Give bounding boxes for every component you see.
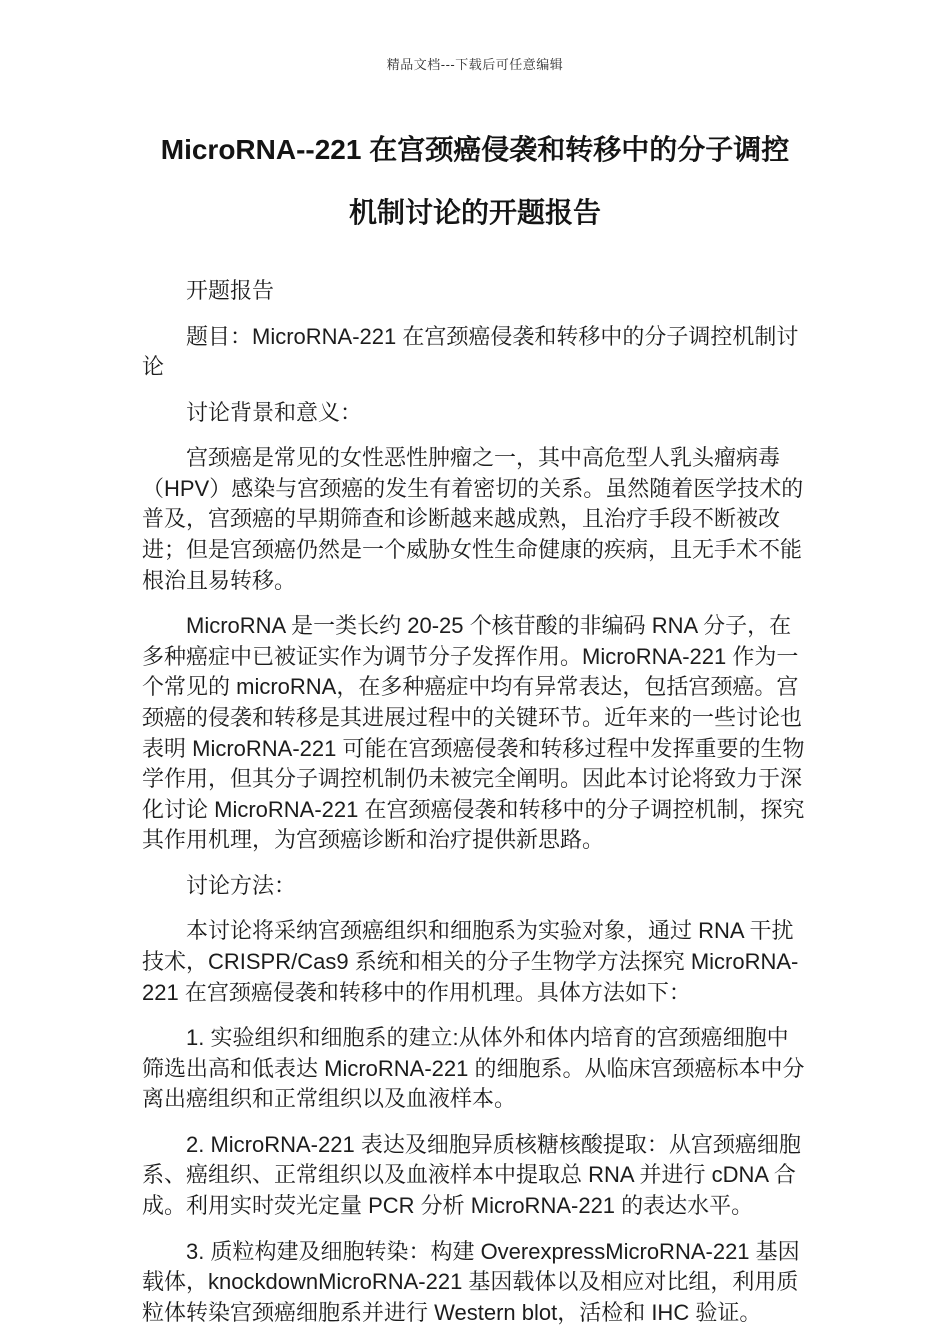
paragraph-report-label: 开题报告 <box>186 278 275 303</box>
paragraph-method-3: 3. 质粒构建及细胞转染：构建 OverexpressMicroRNA-221 基因载体，knockdownMicroRNA-221 基因载体以及相应对比组，利用质粒体转染宫颈癌细胞系并进行 Western blot，活检和 IHC 验证。 <box>142 1238 800 1325</box>
paragraph-method-1: 1. 实验组织和细胞系的建立:从体外和体内培育的宫颈癌细胞中筛选出高和低表达 MicroRNA-221 的细胞系。从临床宫颈癌标本中分离出癌组织和正常组织以及血液样本。 <box>142 1025 805 1112</box>
document-title-line-1: MicroRNA--221 在宫颈癌侵袭和转移中的分子调控 <box>160 134 790 165</box>
paragraph-background-heading: 讨论背景和意义： <box>186 399 363 425</box>
document-body <box>142 276 808 1328</box>
paragraph-background-2: MicroRNA 是一类长约 20-25 个核苷酸的非编码 RNA 分子，在多种癌症中已被证实作为调节分子发挥作用。MicroRNA-221 作为一个常见的 microRNA，在多种癌症中均有异常表达，包括宫颈癌。宫颈癌的侵袭和转移是其进展过程中的关键环节。近年来的一些讨论也表明 MicroRNA-221 可能在宫颈癌侵袭和转移过程中发挥重要的生物学作用，但其分子调控机制仍未被完全阐明。因此本讨论将致力于深化讨论 MicroRNA-221 在宫颈癌侵袭和转移中的分子调控机制，探究其作用机理，为宫颈癌诊断和治疗提供新思路。 <box>142 613 805 853</box>
paragraph-methods-heading: 讨论方法： <box>186 872 297 898</box>
watermark-text: 精品文档---下载后可任意编辑 <box>386 57 564 72</box>
paragraph-method-2: 2. MicroRNA-221 表达及细胞异质核糖核酸提取：从宫颈癌细胞系、癌组织、正常组织以及血液样本中提取总 RNA 并进行 cDNA 合成。利用实时荧光定量 PCR 分析 MicroRNA-221 的表达水平。 <box>142 1131 801 1219</box>
document-title <box>142 118 808 244</box>
document-title-line-2: 机制讨论的开题报告 <box>348 197 601 228</box>
paragraph-background-1: 宫颈癌是常见的女性恶性肿瘤之一，其中高危型人乳头瘤病毒（HPV）感染与宫颈癌的发生有着密切的关系。虽然随着医学技术的普及，宫颈癌的早期筛查和诊断越来越成熟，且治疗手段不断被改进；但是宫颈癌仍然是一个威胁女性生命健康的疾病，且无手术不能根治且易转移。 <box>142 445 804 593</box>
paragraph-topic: 题目：MicroRNA-221 在宫颈癌侵袭和转移中的分子调控机制讨论 <box>142 323 799 380</box>
paragraph-methods-intro: 本讨论将采纳宫颈癌组织和细胞系为实验对象，通过 RNA 干扰技术，CRISPR/Cas9 系统和相关的分子生物学方法探究 MicroRNA-221 在宫颈癌侵袭和转移中的作用机理。具体方法如下： <box>142 918 799 1005</box>
